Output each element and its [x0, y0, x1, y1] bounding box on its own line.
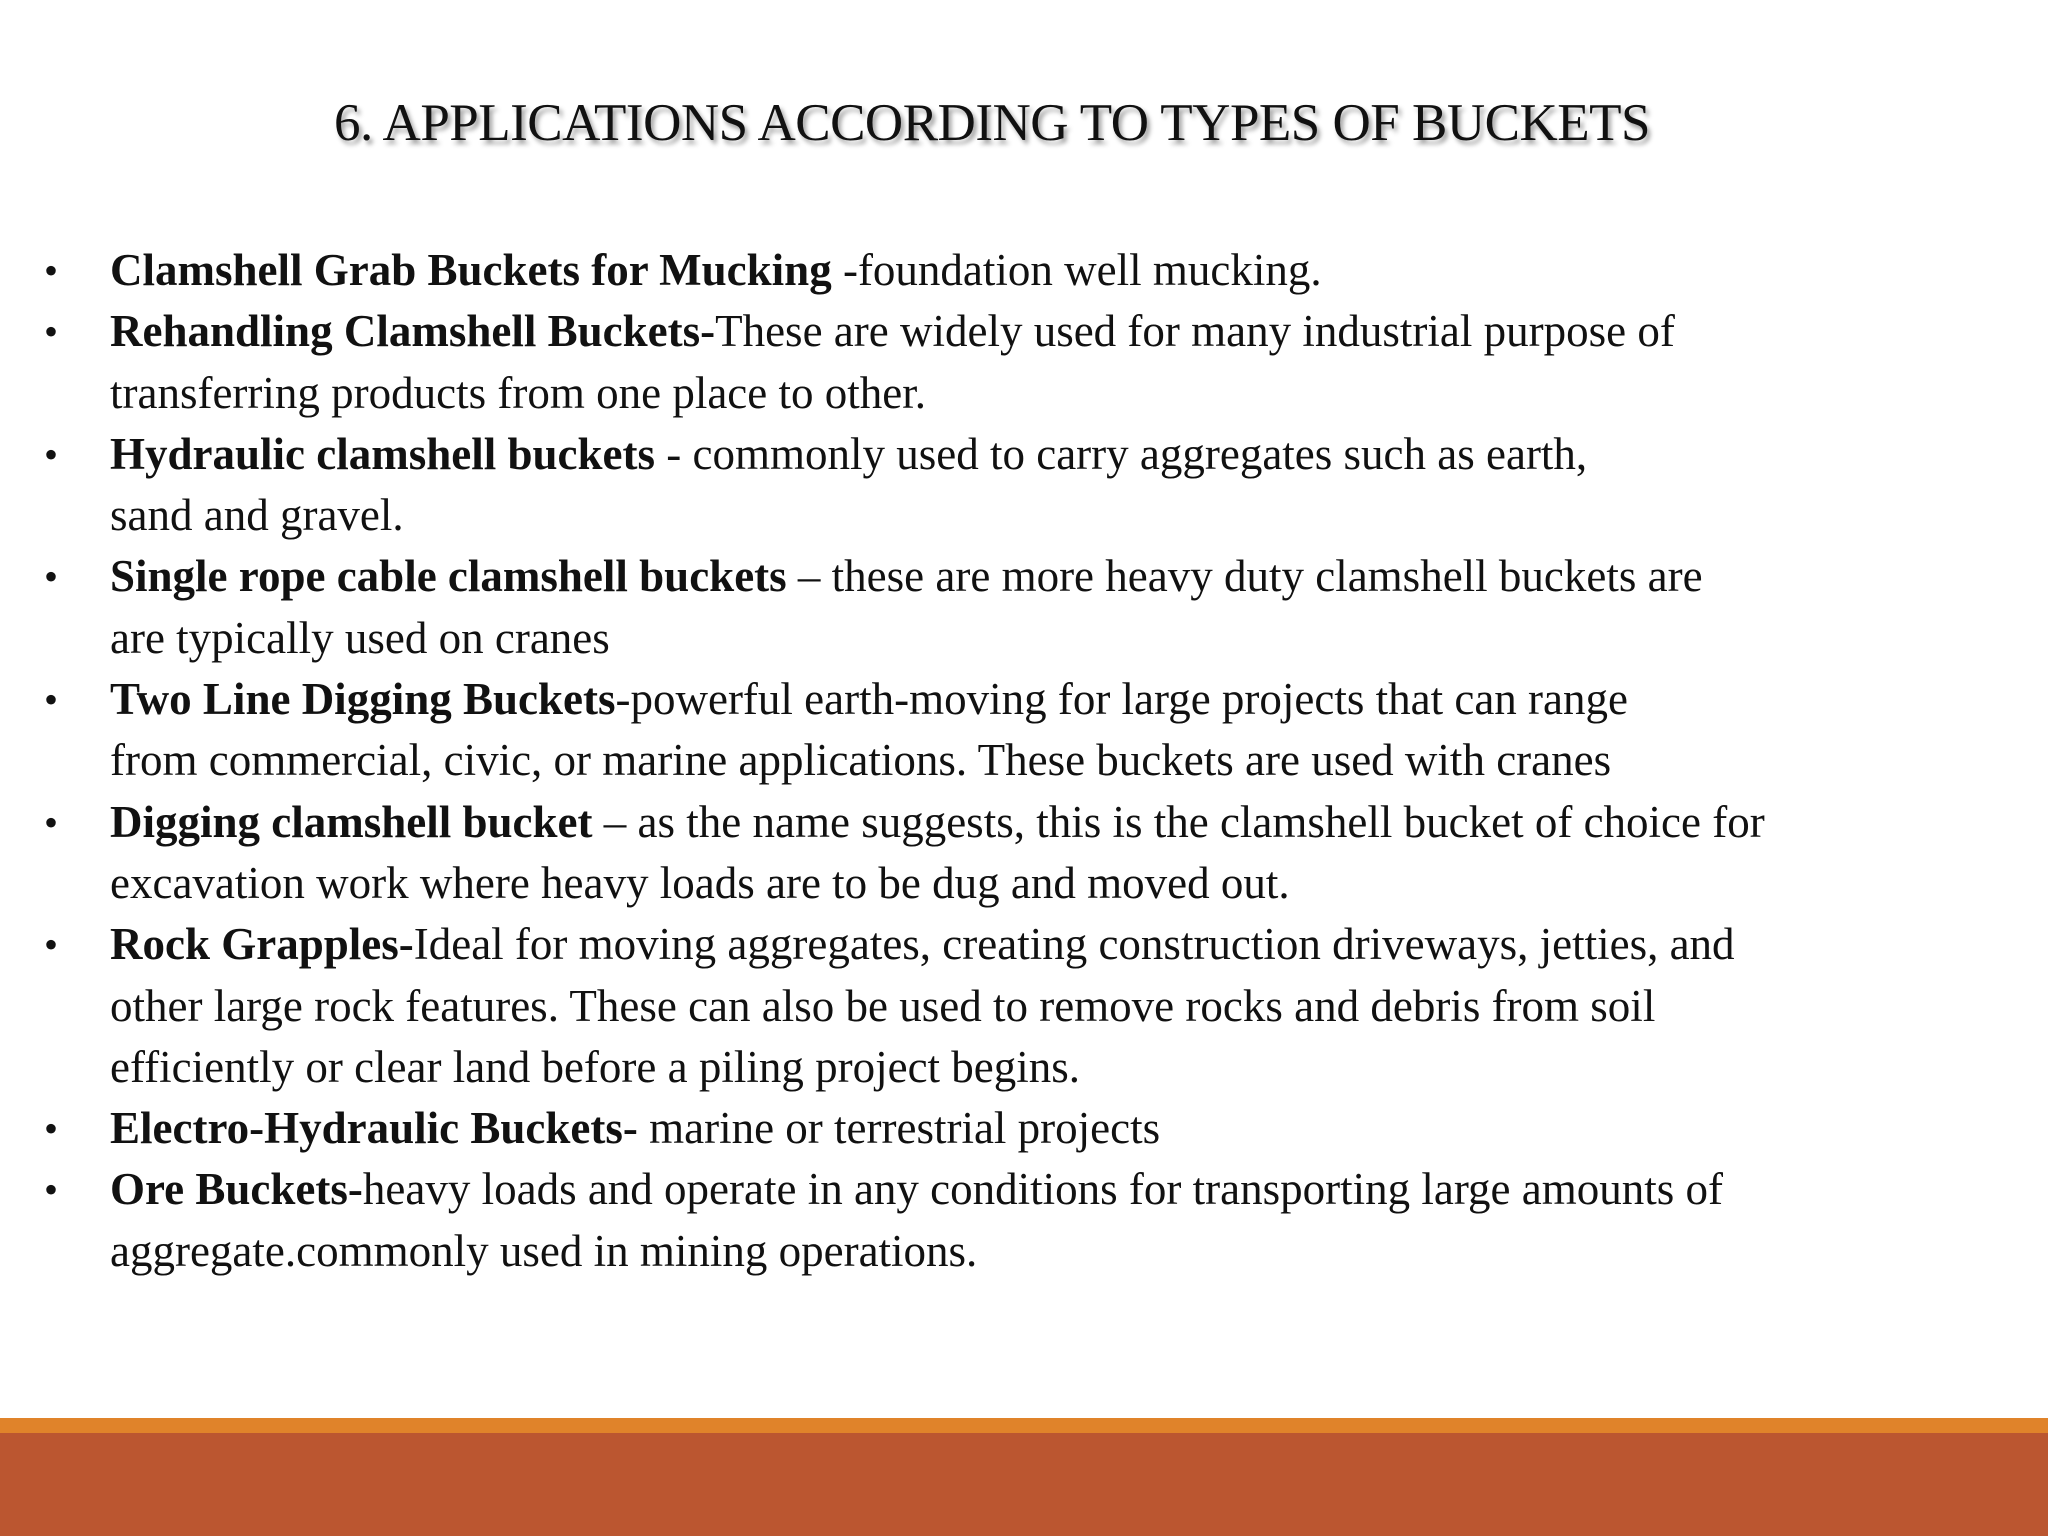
list-item-line: sand and gravel. [110, 490, 404, 541]
bullet-icon: • [44, 922, 59, 968]
list-item [0, 301, 2048, 424]
list-item [0, 1098, 2048, 1159]
list-item [0, 240, 2048, 301]
list-item-text: heavy loads and operate in any conditions for transporting large amounts of [362, 1164, 1723, 1215]
list-item-text: - commonly used to carry aggregates such as earth, [655, 428, 1588, 479]
bullet-icon: • [44, 1106, 59, 1152]
list-item-line: from commercial, civic, or marine applications. These buckets are used with cranes [110, 735, 1612, 786]
list-item-line [110, 424, 2008, 485]
list-item-line [110, 546, 2008, 607]
list-item-line: other large rock features. These can also be used to remove rocks and debris from soil [110, 980, 1656, 1031]
list-item-line: excavation work where heavy loads are to be dug and moved out. [110, 857, 1290, 908]
list-item [0, 914, 2048, 1098]
bullet-icon: • [44, 554, 59, 600]
list-item-lead: Clamshell Grab Buckets for Mucking [110, 245, 832, 295]
list-item-lead: Single rope cable clamshell buckets [110, 551, 787, 602]
list-item-lead: Rock Grapples- [110, 919, 414, 970]
list-item-text: These are widely used for many industrial purpose of [715, 306, 1675, 357]
list-item-lead: Digging clamshell bucket [110, 796, 593, 847]
list-item-lead: Rehandling Clamshell Buckets- [110, 306, 716, 357]
list-item-text: marine or terrestrial projects [637, 1103, 1161, 1154]
list-item [0, 792, 2048, 915]
list-item-line [110, 792, 2008, 853]
list-item-line [110, 240, 2008, 301]
list-item-line: are typically used on cranes [110, 612, 610, 663]
list-item-lead: Ore Buckets- [110, 1164, 363, 1215]
list-item-text: -powerful earth-moving for large projects that can range [615, 674, 1628, 725]
list-item-line: aggregate.commonly used in mining operations. [110, 1225, 978, 1276]
bullet-list [0, 240, 2048, 1282]
bullet-icon: • [44, 309, 59, 355]
list-item-lead: Electro-Hydraulic Buckets- [110, 1103, 638, 1154]
list-item-line [110, 1159, 2008, 1220]
list-item-text: Ideal for moving aggregates, creating construction driveways, jetties, and [413, 919, 1735, 970]
bullet-icon: • [44, 1167, 59, 1213]
bullet-icon: • [44, 248, 59, 293]
list-item-line: transferring products from one place to other. [110, 367, 926, 418]
list-item [0, 1159, 2048, 1282]
list-item-line [110, 914, 2008, 975]
list-item-line: efficiently or clear land before a piling project begins. [110, 1041, 1081, 1092]
list-item-text: -foundation well mucking. [831, 245, 1322, 295]
list-item [0, 424, 2048, 547]
list-item-text: – these are more heavy duty clamshell buckets are [786, 551, 1703, 602]
list-item-lead: Two Line Digging Buckets [110, 674, 616, 725]
footer-stripe [0, 1418, 2048, 1433]
slide-title: 6. APPLICATIONS ACCORDING TO TYPES OF BUCKETS [333, 94, 1650, 152]
list-item-line [110, 669, 2008, 730]
list-item [0, 546, 2048, 669]
bullet-icon: • [44, 799, 59, 845]
bullet-icon: • [44, 431, 59, 477]
list-item-lead: Hydraulic clamshell buckets [110, 428, 656, 479]
list-item-text: – as the name suggests, this is the clamshell bucket of choice for [592, 796, 1765, 847]
footer-bar [0, 1418, 2048, 1536]
bullet-icon: • [44, 677, 59, 723]
list-item-line [110, 301, 2008, 362]
list-item [0, 669, 2048, 792]
list-item-line [110, 1098, 2008, 1159]
